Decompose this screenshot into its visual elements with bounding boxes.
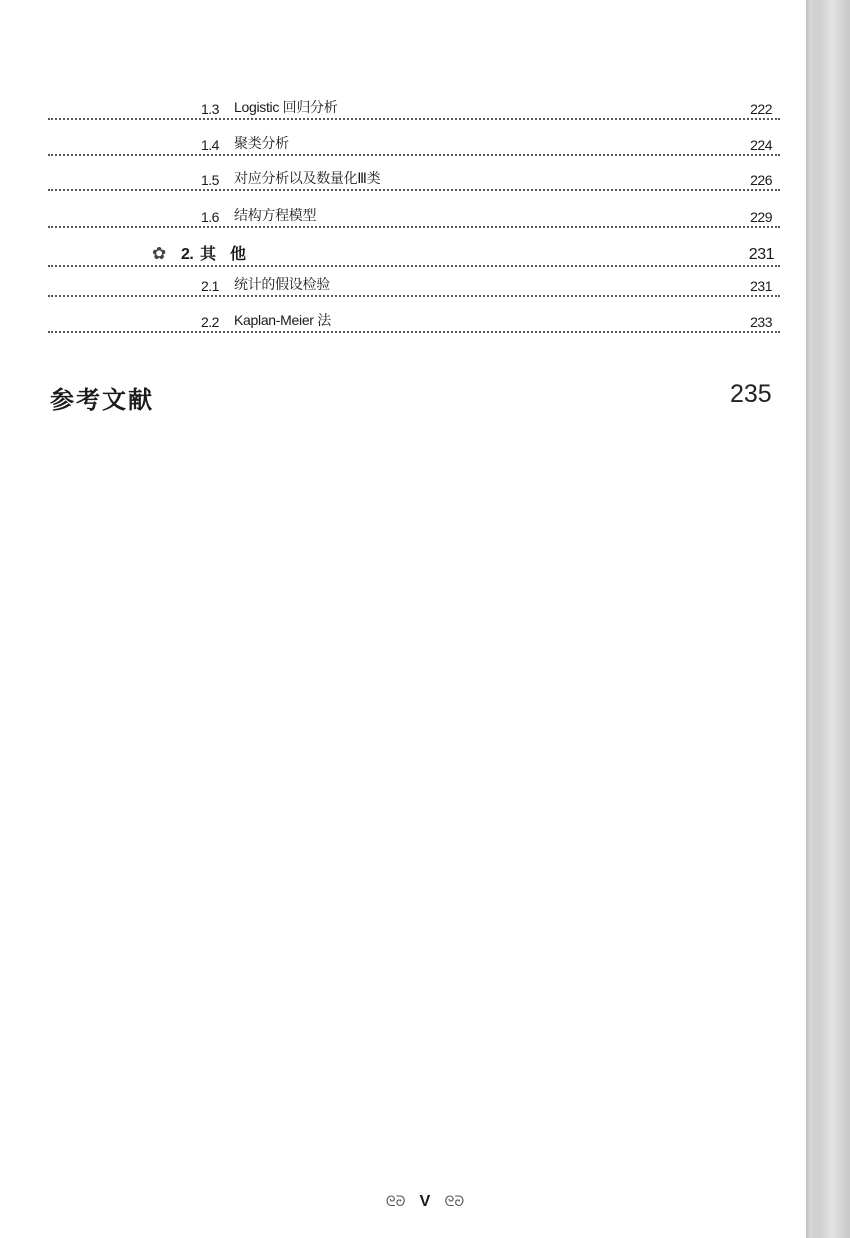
toc-entry[interactable] [48,307,780,333]
toc-entry[interactable] [48,94,780,120]
toc-entry-title: 结构方程模型 [234,207,317,223]
flower-icon: ✿ [152,244,167,263]
toc-entry-number: 1.4 [201,137,219,153]
toc-entry-number: 2.1 [201,278,219,294]
toc-entry[interactable] [48,130,780,156]
toc-entry-title: 聚类分析 [234,135,289,151]
toc-entry-page: 231 [750,278,772,294]
toc-entry[interactable] [48,202,780,228]
toc-section-entry[interactable] [48,241,780,267]
dot-leader [48,226,780,228]
dot-leader [48,154,780,156]
toc-entry-page: 229 [750,209,772,225]
toc-entry-number: 1.3 [201,101,219,117]
references-heading[interactable]: 参考文献 [50,387,154,414]
toc-entry-page: 222 [750,101,772,117]
toc-entry-number: 1.5 [201,172,219,188]
toc-section-number: 2. [181,246,194,263]
toc-entry[interactable] [48,271,780,297]
ornament-right-icon: ᘓᘒ [444,1193,465,1209]
dot-leader [48,189,780,191]
toc-entry-title: Logistic 回归分析 [234,99,338,115]
toc-entry-title: 对应分析以及数量化Ⅲ类 [234,170,381,186]
footer-page-number: V [419,1193,431,1210]
toc-section-page: 231 [748,246,774,263]
toc-entry-number: 2.2 [201,314,219,330]
references-page-number: 235 [730,380,772,408]
toc-entry-title: 统计的假设检验 [234,276,330,292]
scanned-page-edge [806,0,850,1238]
ornament-left-icon: ᘓᘒ [385,1193,406,1209]
dot-leader [48,118,780,120]
toc-entry-page: 226 [750,172,772,188]
toc-section-title: 其他 [200,246,261,263]
toc-entry[interactable] [48,165,780,191]
page-footer [0,1193,850,1211]
toc-entry-page: 224 [750,137,772,153]
toc-entry-title: Kaplan-Meier 法 [234,312,331,328]
dot-leader [48,265,780,267]
toc-entry-page: 233 [750,314,772,330]
dot-leader [48,331,780,333]
toc-entry-number: 1.6 [201,209,219,225]
dot-leader [48,295,780,297]
